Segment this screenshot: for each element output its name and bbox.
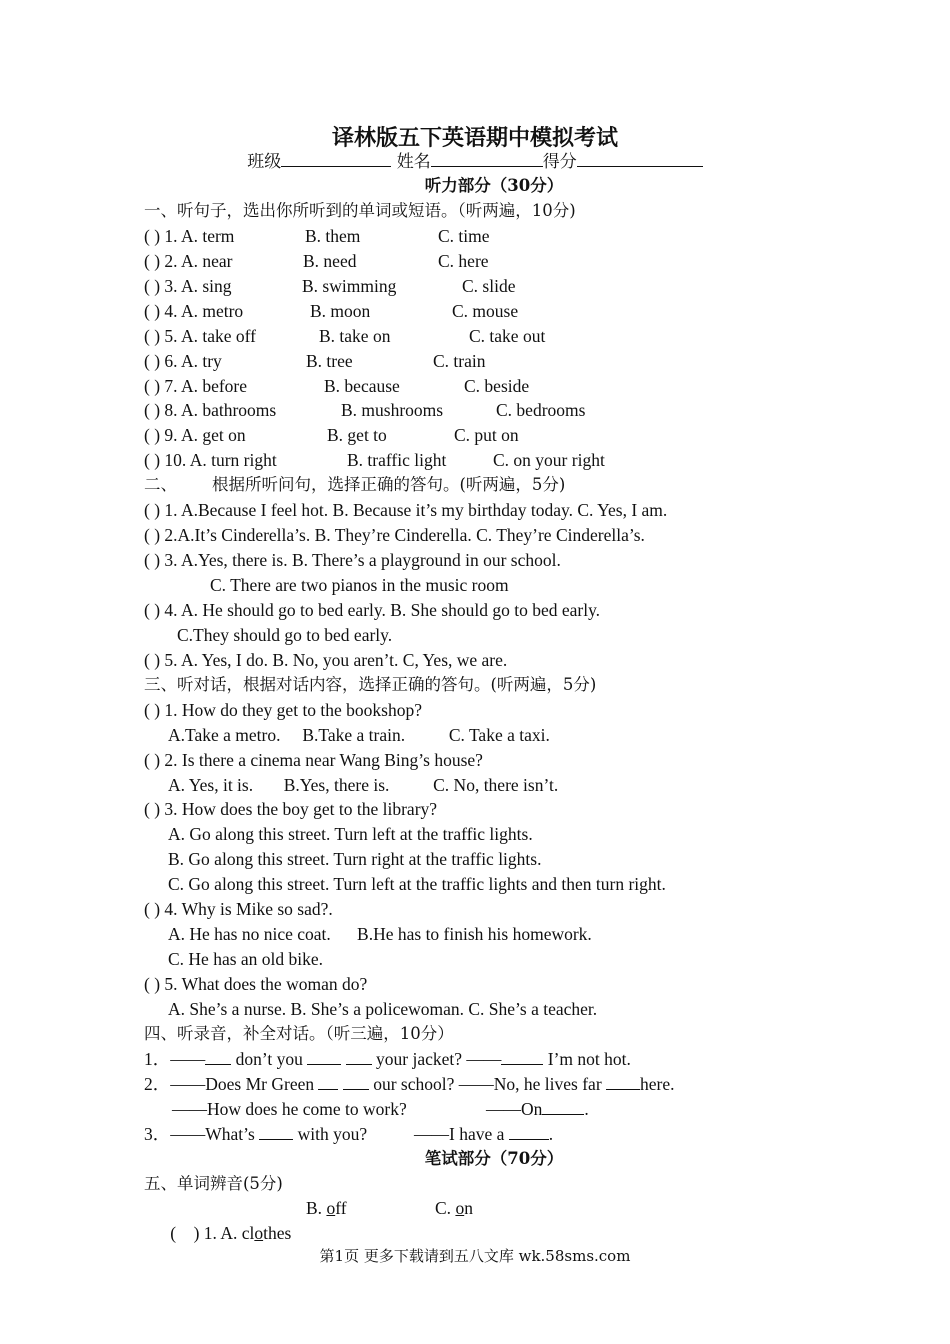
- question-option-c: C. bedrooms: [496, 400, 586, 421]
- question-option-b: B. them: [305, 225, 361, 246]
- listening-section-header: 听力部分（30分）: [424, 176, 564, 195]
- score-label: 得分: [542, 152, 577, 172]
- question-option-a: ( ) 5. A. take off: [144, 325, 256, 346]
- question-option-a: ( ) 4. A. metro: [144, 300, 244, 321]
- question-option-b: B. traffic light: [347, 450, 447, 471]
- question-option-b: B. tree: [306, 350, 353, 371]
- section-number: 二、: [144, 475, 177, 495]
- question-row: [144, 349, 844, 374]
- dialogue-text: ——How does he come to work?: [172, 1098, 407, 1119]
- dialogue-answer: [414, 1122, 553, 1147]
- dialogue-text: 2．——Does Mr Green: [144, 1073, 315, 1094]
- section-1-heading: 一、听句子，选出你所听到的单词或短语。（听两遍，10分): [144, 200, 576, 220]
- fill-blank[interactable]: [259, 1123, 293, 1140]
- dialogue-text: ——I have a: [414, 1123, 505, 1144]
- question-option-b: B. swimming: [302, 275, 397, 296]
- section-2-heading: [144, 473, 844, 498]
- question-row: [144, 224, 844, 249]
- dialogue-text: 3．——What’s: [144, 1123, 255, 1144]
- dialogue-line: [144, 1047, 844, 1072]
- dialogue-text: I’m not hot.: [547, 1048, 631, 1069]
- question-row: [144, 249, 844, 274]
- section-4-heading: 四、听录音，补全对话。（听三遍，10分）: [144, 1023, 454, 1043]
- question-row: [144, 274, 844, 299]
- question-option-line: A.Take a metro. B.Take a train. C. Take a taxi.: [168, 724, 550, 745]
- dialogue-text: .: [548, 1123, 554, 1144]
- name-blank[interactable]: [431, 150, 543, 167]
- page-footer: 第1页 更多下载请到五八文库 wk.58sms.com: [319, 1247, 631, 1265]
- question-option-c: C. beside: [464, 375, 530, 396]
- question-option-a: ( ) 1. A. cl: [170, 1223, 255, 1244]
- student-info-line: [0, 150, 950, 173]
- question-option-c: C. on your right: [493, 450, 605, 471]
- dialogue-answer: [486, 1097, 589, 1122]
- dialogue-line: [144, 1122, 844, 1147]
- question-option-line: A. She’s a nurse. B. She’s a policewoman. C. She’s a teacher.: [168, 998, 598, 1019]
- question-option-c: C. train: [433, 350, 486, 371]
- question-row: [144, 374, 844, 399]
- question-option-b: B. get to: [327, 425, 387, 446]
- class-label: 班级: [247, 152, 282, 172]
- dialogue-text: don’t you: [235, 1048, 303, 1069]
- question-row: [144, 398, 844, 423]
- exam-content: [144, 174, 844, 1244]
- question-row: ( ) 5. A. Yes, I do. B. No, you aren’t. C, Yes, we are.: [144, 649, 508, 670]
- question-option-a: ( ) 2. A. near: [144, 250, 233, 271]
- question-option-c: C. put on: [454, 425, 519, 446]
- dialogue-text: with you?: [297, 1123, 368, 1144]
- question-option-a: ( ) 8. A. bathrooms: [144, 400, 277, 421]
- question-row: [144, 423, 844, 448]
- question-text: ff: [335, 1198, 347, 1219]
- section-3-heading: 三、听对话，根据对话内容，选择正确的答句。(听两遍，5分): [144, 674, 597, 694]
- question-option-c: C. slide: [462, 275, 516, 296]
- question-option-a: ( ) 10. A. turn right: [144, 450, 277, 471]
- score-blank[interactable]: [577, 150, 703, 167]
- fill-blank[interactable]: [343, 1073, 369, 1090]
- question-row: ( ) 1. How do they get to the bookshop?: [144, 699, 423, 720]
- section-5-heading: 五、单词辨音(5分): [144, 1173, 283, 1193]
- question-text: thes: [263, 1223, 292, 1244]
- question-row: ( ) 4. Why is Mike so sad?.: [144, 899, 333, 920]
- question-option-line: C. He has an old bike.: [168, 949, 324, 970]
- fill-blank[interactable]: [501, 1048, 543, 1065]
- question-row: ( ) 2. Is there a cinema near Wang Bing’s house?: [144, 749, 483, 770]
- dialogue-text: here.: [640, 1073, 675, 1094]
- writing-section-header: 笔试部分（70分）: [424, 1148, 564, 1168]
- question-row: [144, 324, 844, 349]
- dialogue-line: [144, 1097, 844, 1122]
- fill-blank[interactable]: [509, 1123, 549, 1140]
- question-option-b: B. need: [303, 250, 357, 271]
- question-option-c: C. mouse: [452, 300, 519, 321]
- fill-blank[interactable]: [307, 1048, 341, 1065]
- question-option-line: C. There are two pianos in the music room: [210, 575, 509, 595]
- underlined-letter: o: [326, 1198, 336, 1219]
- question-option-a: ( ) 6. A. try: [144, 350, 222, 371]
- fill-blank[interactable]: [542, 1098, 584, 1115]
- question-option-line: A. He has no nice coat. B.He has to finish his homework.: [168, 924, 592, 945]
- fill-blank[interactable]: [606, 1073, 640, 1090]
- question-text: n: [464, 1198, 473, 1219]
- question-row: [144, 1196, 844, 1244]
- dialogue-text: ——On: [486, 1098, 543, 1119]
- question-option-c: C. take out: [469, 325, 546, 346]
- question-option-c: C. here: [438, 250, 489, 271]
- fill-blank[interactable]: [318, 1073, 338, 1090]
- question-option-c: C.: [435, 1198, 456, 1219]
- dialogue-text: your jacket? ——: [376, 1048, 502, 1069]
- question-option-line: C. Go along this street. Turn left at the traffic lights and then turn right.: [168, 874, 666, 895]
- fill-blank[interactable]: [346, 1048, 372, 1065]
- dialogue-text: our school? ——No, he lives far: [373, 1073, 602, 1094]
- question-option-line: B. Go along this street. Turn right at the traffic lights.: [168, 849, 542, 870]
- question-row: ( ) 3. A.Yes, there is. B. There’s a playground in our school.: [144, 550, 561, 571]
- dialogue-text: .: [584, 1098, 589, 1119]
- question-option-line: A. Go along this street. Turn left at the traffic lights.: [168, 824, 533, 845]
- question-row: ( ) 4. A. He should go to bed early. B. She should go to bed early.: [144, 599, 601, 620]
- question-option-a: ( ) 9. A. get on: [144, 425, 246, 446]
- underlined-letter: o: [254, 1223, 264, 1244]
- dialogue-text: 1．——: [144, 1048, 206, 1069]
- section-title: 根据所听问句，选择正确的答句。(听两遍，5分): [212, 475, 566, 495]
- question-row: [144, 448, 844, 473]
- question-row: ( ) 2.A.It’s Cinderella’s. B. They’re Cinderella. C. They’re Cinderella’s.: [144, 525, 645, 546]
- name-label: 姓名: [396, 152, 431, 172]
- exam-title: 译林版五下英语期中模拟考试: [331, 125, 618, 151]
- question-row: ( ) 3. How does the boy get to the library?: [144, 799, 438, 820]
- dialogue-line: [144, 1072, 844, 1097]
- question-row: ( ) 5. What does the woman do?: [144, 974, 368, 994]
- question-option-b: B. because: [324, 375, 400, 396]
- question-option-b: B. moon: [310, 300, 371, 321]
- question-row: ( ) 1. A.Because I feel hot. B. Because it’s my birthday today. C. Yes, I am.: [144, 500, 668, 521]
- class-blank[interactable]: [281, 150, 391, 167]
- question-option-b: B. mushrooms: [341, 400, 444, 421]
- question-option-line: C.They should go to bed early.: [177, 624, 393, 645]
- underlined-letter: o: [455, 1198, 465, 1219]
- fill-blank[interactable]: [205, 1048, 231, 1065]
- question-option-c: C. time: [438, 225, 490, 246]
- question-option-b: B. take on: [319, 325, 391, 346]
- question-option-line: A. Yes, it is. B.Yes, there is. C. No, there isn’t.: [168, 774, 559, 795]
- question-option-b: B.: [306, 1198, 327, 1219]
- question-option-a: ( ) 1. A. term: [144, 225, 235, 246]
- question-option-a: ( ) 3. A. sing: [144, 275, 232, 296]
- question-row: [144, 299, 844, 324]
- question-option-a: ( ) 7. A. before: [144, 375, 248, 396]
